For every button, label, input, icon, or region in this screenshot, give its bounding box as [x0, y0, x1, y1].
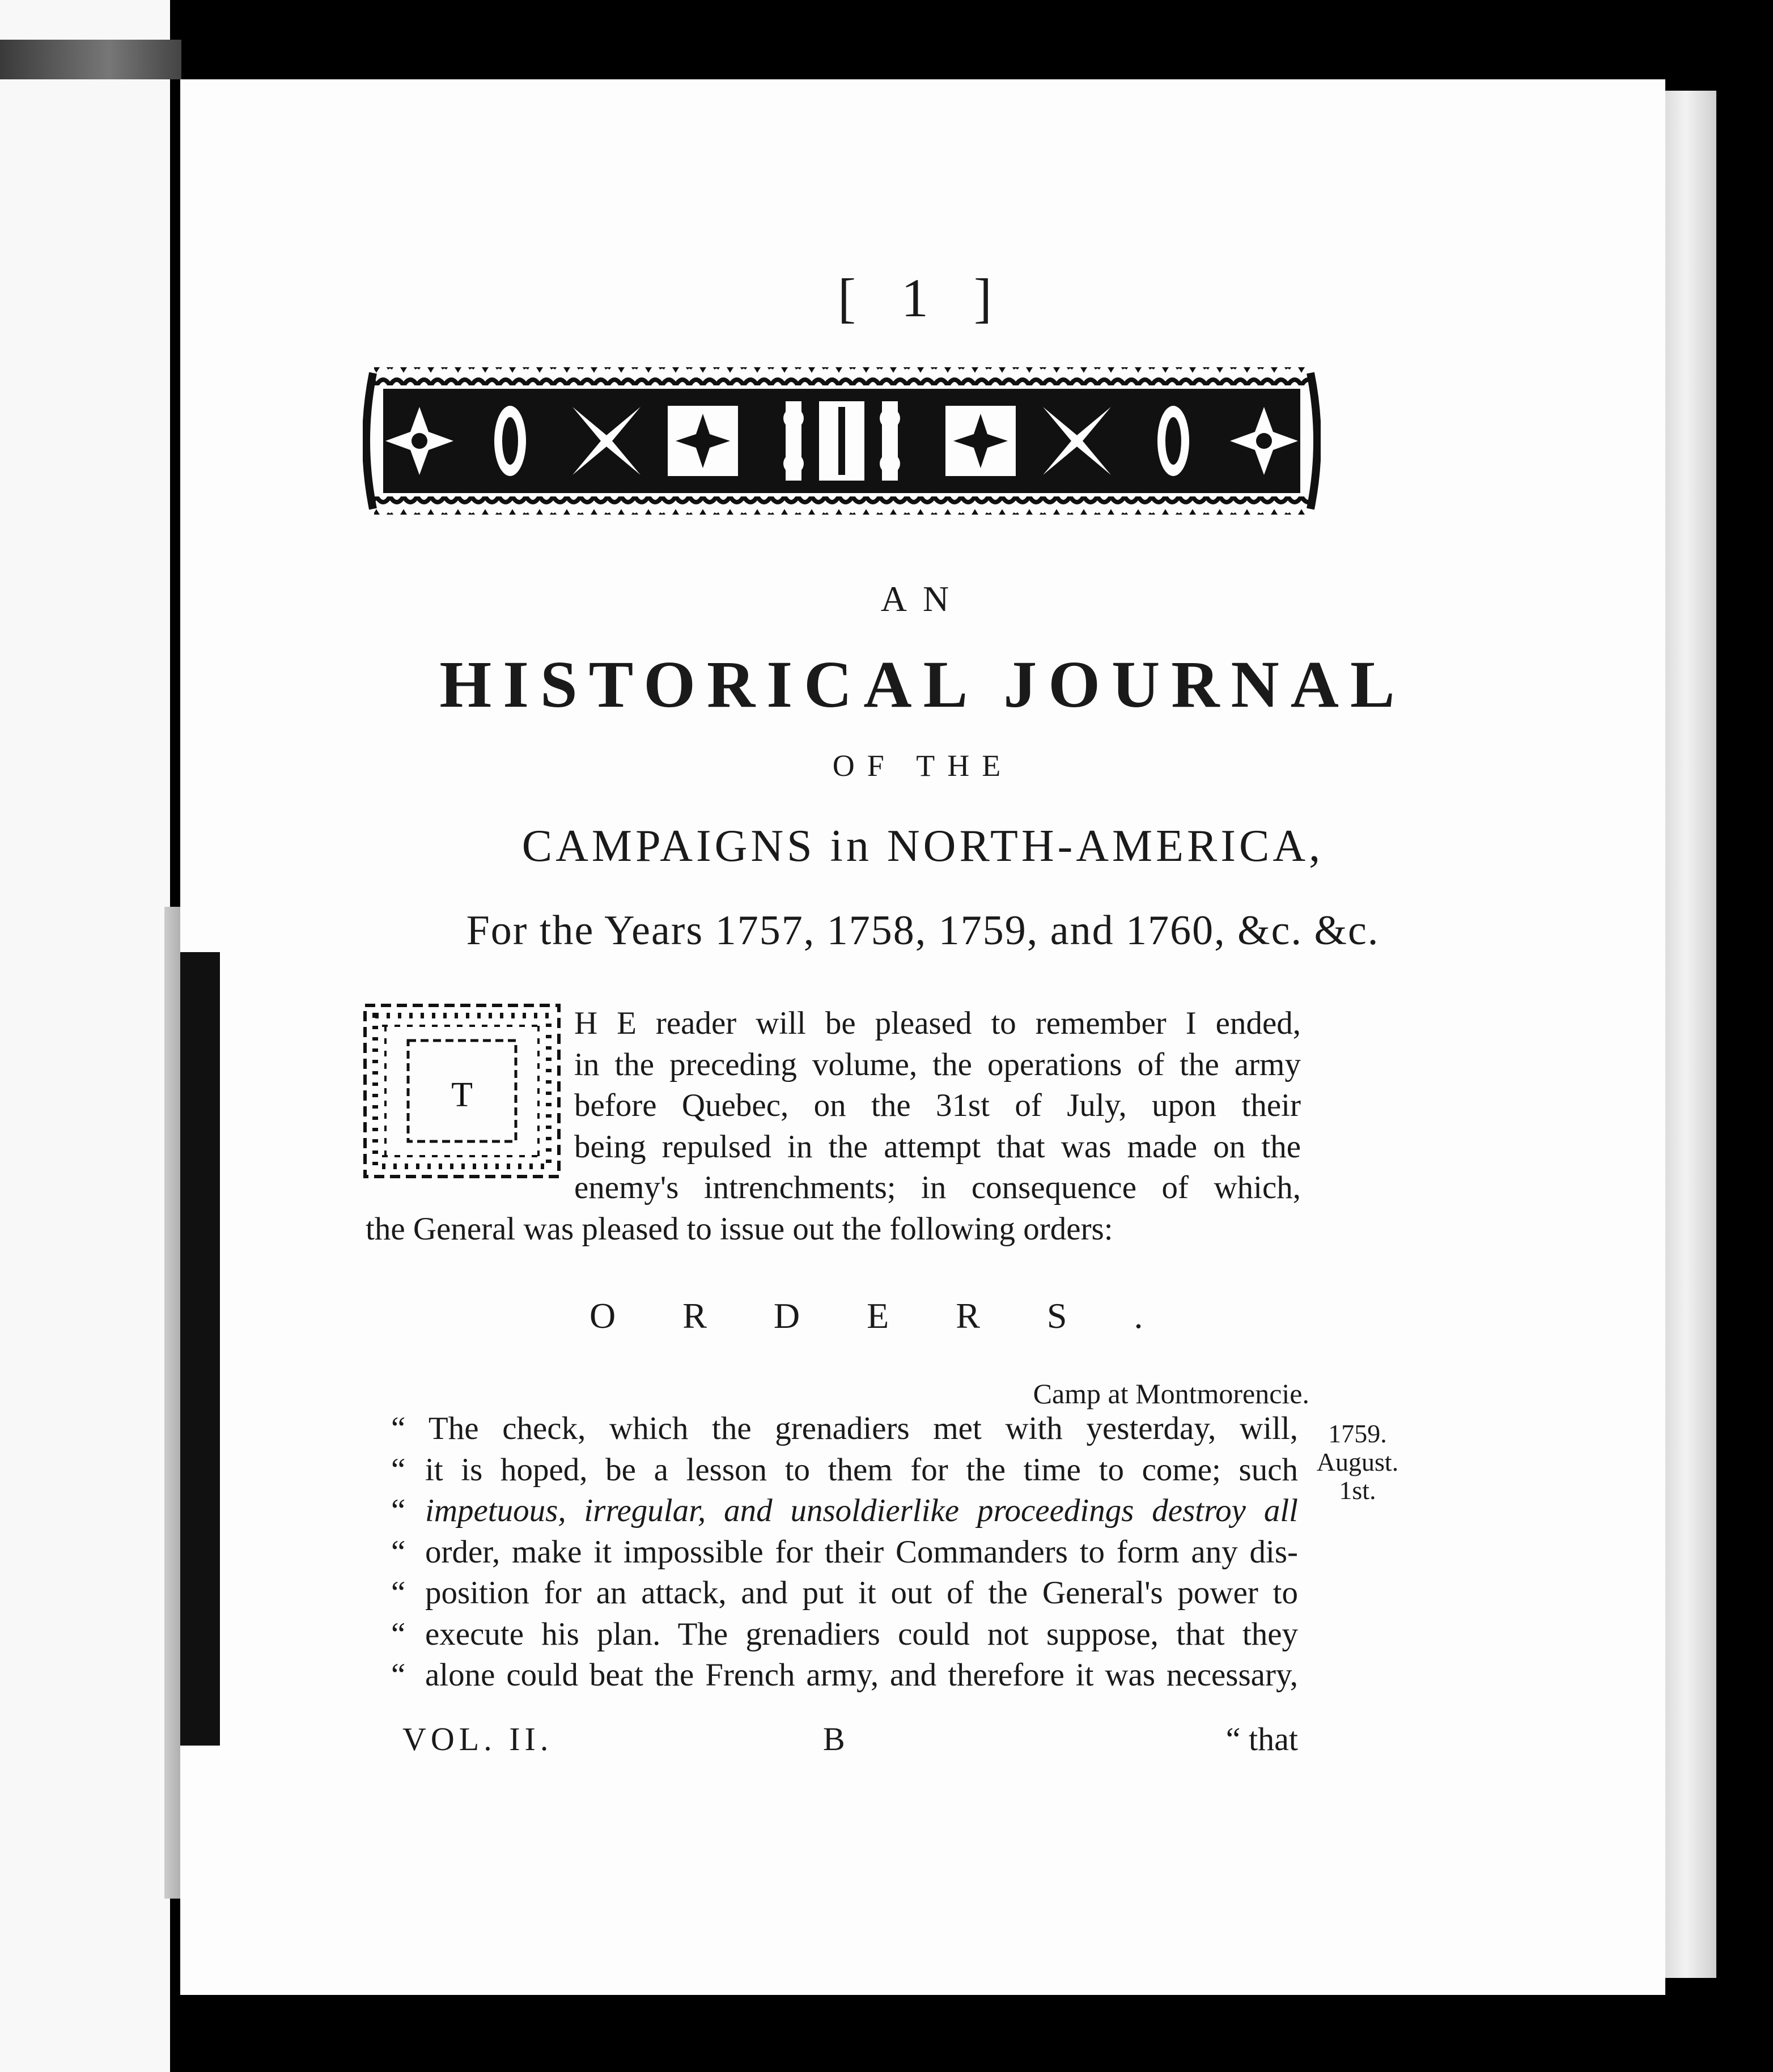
orders-dateline: Camp at Montmorencie. — [1033, 1378, 1309, 1409]
intro-line: the General was pleased to issue out the following orders: — [366, 1211, 1113, 1247]
margin-month: August. — [1316, 1447, 1399, 1476]
title-campaigns: CAMPAIGNS in NORTH-AMERICA, — [521, 821, 1324, 871]
quote-mark: “ — [391, 1616, 406, 1652]
quote-mark: “ — [391, 1575, 406, 1611]
title-main: HISTORICAL JOURNAL — [439, 647, 1406, 721]
drop-cap-letter: T — [451, 1076, 473, 1114]
quote-line: impetuous, irregular, and unsoldierlike proceedings destroy all — [425, 1493, 1298, 1528]
quote-line-wrap — [391, 1450, 1298, 1491]
quote-line-wrap — [391, 1655, 1298, 1696]
intro-line: enemy's intrenchments; in consequence of which, — [574, 1170, 1301, 1205]
binding-gutter — [180, 952, 220, 1746]
margin-year: 1759. — [1328, 1419, 1387, 1448]
title-of-the: OF THE — [832, 749, 1013, 783]
quote-mark: “ — [391, 1451, 406, 1488]
title-article: AN — [880, 579, 965, 619]
page-number: [ 1 ] — [838, 268, 1008, 328]
right-page-edge — [1665, 91, 1716, 1978]
quote-mark: “ — [391, 1657, 406, 1693]
quote-mark: “ — [391, 1493, 406, 1528]
orders-quotation — [391, 1408, 1298, 1696]
intro-line: being repulsed in the attempt that was made on the — [574, 1128, 1301, 1165]
quote-line: order, make it impossible for their Commanders to form any dis- — [425, 1534, 1298, 1570]
margin-day: 1st. — [1339, 1476, 1376, 1505]
quote-mark: “ — [391, 1534, 406, 1570]
quote-line-wrap — [391, 1614, 1298, 1655]
quote-line: “ The check, which the grenadiers met with yesterday, will, — [391, 1411, 1298, 1446]
intro-line: in the preceding volume, the operations of the army — [574, 1046, 1301, 1082]
quote-line-wrap — [391, 1532, 1298, 1573]
intro-paragraph — [366, 1003, 1301, 1250]
intro-line: before Quebec, on the 31st of July, upon their — [574, 1088, 1301, 1123]
left-page-edge — [0, 0, 170, 2072]
quote-line: it is hoped, be a lesson to them for the time to come; such — [425, 1451, 1298, 1488]
quote-line-wrap — [391, 1491, 1298, 1532]
intro-line: H E reader will be pleased to remember I ended, — [574, 1005, 1301, 1041]
volume-label: VOL. II. — [402, 1721, 553, 1757]
quote-line-wrap — [391, 1573, 1298, 1614]
quote-line: alone could beat the French army, and therefore it was necessary, — [425, 1657, 1298, 1693]
orders-heading: ORDERS. — [589, 1296, 1210, 1336]
top-binding-strip — [0, 40, 181, 79]
title-years: For the Years 1757, 1758, 1759, and 1760, &c. &c. — [466, 907, 1380, 954]
quote-line: position for an attack, and put it out of the General's power to — [425, 1575, 1298, 1611]
signature-mark: B — [823, 1721, 845, 1757]
quote-line: execute his plan. The grenadiers could not suppose, that they — [425, 1616, 1298, 1652]
margin-date-note — [1315, 1420, 1400, 1505]
catchword: “ that — [1225, 1721, 1298, 1757]
ornamental-headpiece — [363, 356, 1321, 526]
